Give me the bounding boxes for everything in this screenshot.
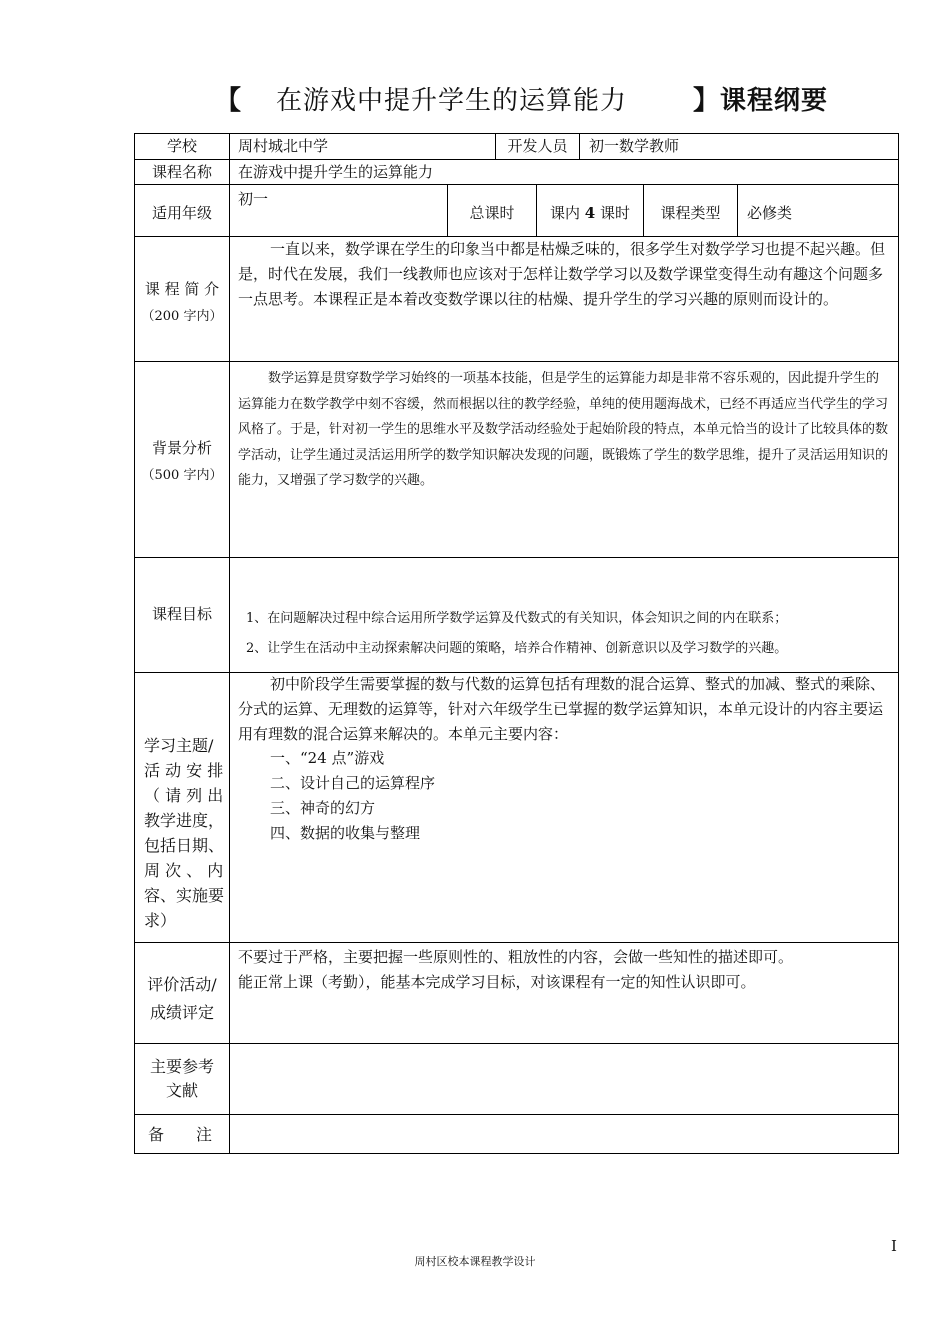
- arrangement-item: 二、设计自己的运算程序: [270, 774, 436, 792]
- course-type-label: 课程类型: [660, 204, 721, 222]
- arrangement-label: 学习主题/ 活 动 安 排 （ 请 列 出 教学进度， 包括日期、 周 次 、 内 容、实施要 求）: [144, 736, 225, 930]
- references-label: 主要参考 文献: [149, 1057, 214, 1100]
- course-type-value: 必修类: [747, 204, 793, 222]
- goal-item: 1、在问题解决过程中综合运用所学数学运算及代数式的有关知识，体会知识之间的内在联系；: [246, 611, 788, 626]
- course-name-value: 在游戏中提升学生的运算能力: [238, 163, 434, 181]
- goal-item: 2、让学生在活动中主动探索解决问题的策略，培养合作精神、创新意识以及学习数学的兴趣。: [246, 641, 788, 656]
- page-footer: 周村区校本课程教学设计: [414, 1255, 536, 1268]
- evaluation-label: 评价活动/ 成绩评定: [147, 975, 217, 1022]
- intro-label: 课 程 简 介: [144, 280, 220, 298]
- school-label: 学校: [166, 137, 197, 155]
- title-course-name: 在游戏中提升学生的运算能力: [276, 86, 628, 116]
- goals-label: 课程目标: [151, 605, 212, 623]
- background-limit: （500 字内）: [141, 468, 223, 483]
- course-name-label: 课程名称: [151, 163, 212, 181]
- total-hours-value: 课内 4 课时: [550, 204, 630, 222]
- title-left-bracket: 【: [215, 86, 242, 116]
- title-suffix: 】课程纲要: [693, 86, 829, 116]
- background-label: 背景分析: [151, 439, 212, 457]
- arrangement-item: 一、“24 点”游戏: [270, 749, 385, 767]
- background-text: 数学运算是贯穿数学学习始终的一项基本技能，但是学生的运算能力却是非常不容乐观的，因此提升学生的运算能力在数学教学中刻不容缓，然而根据以往的教学经验，单纯的使用题海战术，已经不再适应当代学生的学习风格了。于是，针对初一学生的思维水平及数学活动经验处于起始阶段的特点，本单元恰当的设计了比较具体的数学活动，让学生通过灵活运用所学的数学知识解决发现的问题，既锻炼了学生的数学思维，提升了灵活运用知识的能力，又增强了学习数学的兴趣。: [238, 371, 889, 488]
- arrangement-intro: 初中阶段学生需要掌握的数与代数的运算包括有理数的混合运算、整式的加减、整式的乘除、分式的运算、无理数的运算等，针对六年级学生已掌握的数学运算知识，本单元设计的内容主要运用有理数的混合运算来解决的。本单元主要内容：: [238, 675, 886, 743]
- evaluation-line: 不要过于严格，主要把握一些原则性的、粗放性的内容，会做一些知性的描述即可。: [238, 948, 794, 966]
- total-hours-label: 总课时: [469, 204, 515, 222]
- remarks-label: 备 注: [148, 1125, 213, 1144]
- arrangement-item: 三、神奇的幻方: [270, 799, 376, 817]
- grade-value: 初一: [238, 190, 269, 208]
- school-value: 周村城北中学: [238, 137, 329, 155]
- document-title: [0, 80, 950, 120]
- developer-label: 开发人员: [507, 137, 568, 155]
- developer-value: 初一数学教师: [589, 137, 680, 155]
- intro-text: 一直以来，数学课在学生的印象当中都是枯燥乏味的，很多学生对数学学习也提不起兴趣。但是，时代在发展，我们一线教师也应该对于怎样让数学学习以及数学课堂变得生动有趣这个问题多一点思考。本课程正是本着改变数学课以往的枯燥、提升学生的学习兴趣的原则而设计的。: [238, 240, 886, 308]
- page-number: I: [891, 1237, 897, 1255]
- grade-label: 适用年级: [151, 204, 212, 222]
- intro-limit: （200 字内）: [141, 309, 223, 324]
- evaluation-line: 能正常上课（考勤），能基本完成学习目标，对该课程有一定的知性认识即可。: [238, 973, 756, 991]
- syllabus-table: [134, 133, 899, 1154]
- arrangement-item: 四、数据的收集与整理: [270, 824, 421, 842]
